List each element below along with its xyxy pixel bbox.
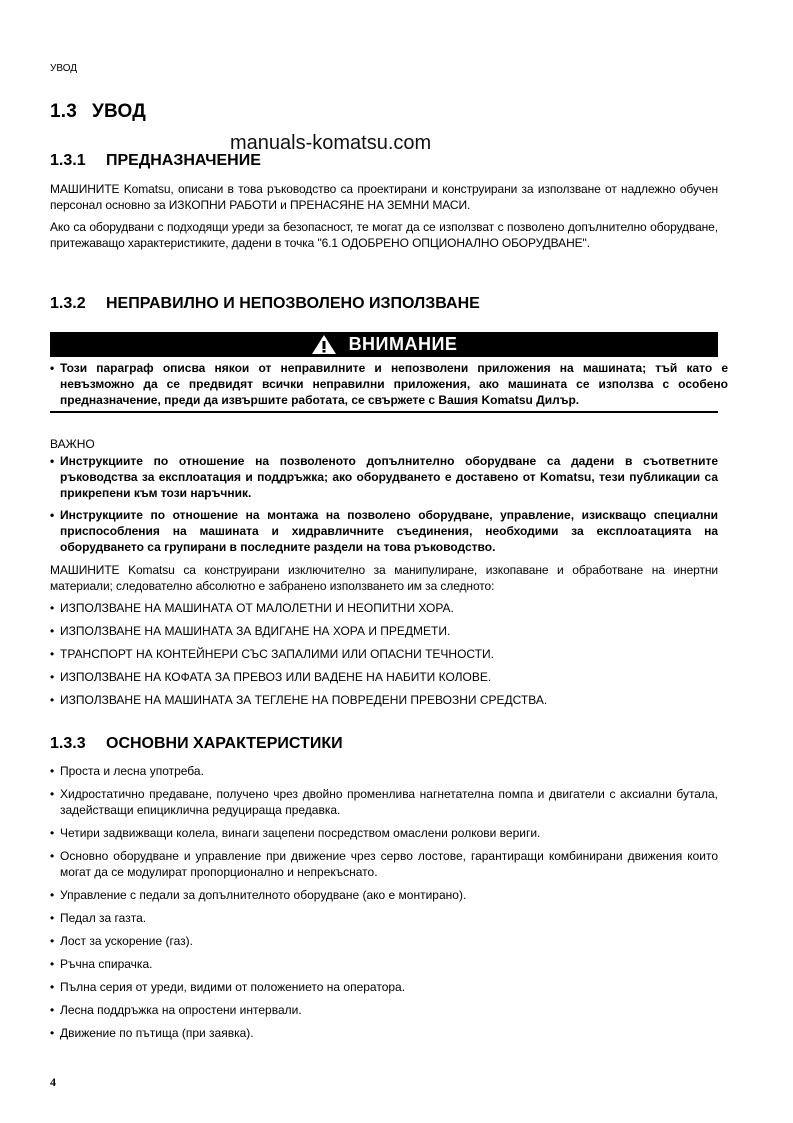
important-list <box>50 453 718 561</box>
paragraph: МАШИНИТЕ Komatsu са конструирани изключително за манипулиране, изкопаване и обработване на инертни материали; следователно абсолютно е забранено използването им за следното: <box>50 563 718 593</box>
list-item: • Движение по пътища (при заявка). <box>50 1025 718 1041</box>
features-list <box>50 763 718 1041</box>
warning-banner <box>50 332 718 357</box>
subsection-number: 1.3.3 <box>50 735 86 752</box>
paragraph: МАШИНИТЕ Komatsu, описани в това ръководство са проектирани и конструирани за използване от надлежно обучен персонал основно за ИЗКОПНИ РАБОТИ и ПРЕНАСЯНЕ НА ЗЕМНИ МАСИ. <box>50 182 718 212</box>
list-item: • ИЗПОЛЗВАНЕ НА МАШИНАТА ЗА ВДИГАНЕ НА ХОРА И ПРЕДМЕТИ. <box>50 623 718 639</box>
list-item: • Основно оборудване и управление при движение чрез серво лостове, гарантиращи комбинирани движения които могат да се модулират пропорционално и непрекъснато. <box>50 848 718 880</box>
section-number: 1.3 <box>50 101 78 122</box>
list-item: • Четири задвижващи колела, винаги зацепени посредством омаслени ролкови вериги. <box>50 825 718 841</box>
section-title: УВОД <box>92 101 146 122</box>
list-item: • Проста и лесна употреба. <box>50 763 718 779</box>
warning-triangle-icon <box>311 334 337 355</box>
page-number: 4 <box>50 1075 56 1089</box>
forbidden-list <box>50 600 718 708</box>
list-item: • ТРАНСПОРТ НА КОНТЕЙНЕРИ СЪС ЗАПАЛИМИ ИЛИ ОПАСНИ ТЕЧНОСТИ. <box>50 646 718 662</box>
subsection-number: 1.3.2 <box>50 295 86 312</box>
important-label: ВАЖНО <box>50 437 95 451</box>
divider <box>50 411 718 413</box>
subsection-title: ПРЕДНАЗНАЧЕНИЕ <box>106 152 261 169</box>
list-item: • Инструкциите по отношение на монтажа на позволено оборудване, управление, изискващо специални приспособления на машината и хидравличните съединения, необходими за експлоатацията на оборудването са групирани в последните раздели на това ръководство. <box>50 507 718 555</box>
list-item: • Лесна поддръжка на опростени интервали. <box>50 1002 718 1018</box>
section-heading <box>50 101 146 123</box>
list-item: • Пълна серия от уреди, видими от положението на оператора. <box>50 979 718 995</box>
watermark: manuals-komatsu.com <box>230 132 432 154</box>
running-header: УВОД <box>50 63 78 74</box>
subsection-title: ОСНОВНИ ХАРАКТЕРИСТИКИ <box>106 735 343 752</box>
list-item: • Лост за ускорение (газ). <box>50 933 718 949</box>
warning-text: • Този параграф описва някои от неправилните и непозволени приложения на машината; тъй като е невъзможно да се предвидят всички неправилни приложения, ако машината се използва с особено предназначение, преди да извършите работата, се свържете с Вашия Komatsu Дилър. <box>50 360 728 408</box>
warning-label: ВНИМАНИЕ <box>348 334 458 354</box>
subsection-heading-133 <box>50 735 343 753</box>
list-item: • Ръчна спирачка. <box>50 956 718 972</box>
list-item: • Хидростатично предаване, получено чрез двойно променлива нагнетателна помпа и двигатели с аксиални бутала, задействащи епициклична редуцираща предавка. <box>50 786 718 818</box>
subsection-number: 1.3.1 <box>50 152 86 169</box>
paragraph: Ако са оборудвани с подходящи уреди за безопасност, те могат да се използват с позволено допълнително оборудване, притежаващо характеристиките, дадени в точка "6.1 ОДОБРЕНО ОПЦИОНАЛНО ОБОРУДВАНЕ". <box>50 220 718 250</box>
list-item: • Педал за газта. <box>50 910 718 926</box>
subsection-heading-131 <box>50 152 261 170</box>
list-item: • Инструкциите по отношение на позволеното допълнително оборудване са дадени в съответните ръководства за експлоатация и поддръжка; ако оборудването е доставено от Komatsu, тези публикации са прикрепени към този наръчник. <box>50 453 718 501</box>
subsection-title: НЕПРАВИЛНО И НЕПОЗВОЛЕНО ИЗПОЛЗВАНЕ <box>106 295 480 312</box>
subsection-heading-132 <box>50 295 480 313</box>
list-item: • ИЗПОЛЗВАНЕ НА КОФАТА ЗА ПРЕВОЗ ИЛИ ВАДЕНЕ НА НАБИТИ КОЛОВЕ. <box>50 669 718 685</box>
list-item: • ИЗПОЛЗВАНЕ НА МАШИНАТА ОТ МАЛОЛЕТНИ И НЕОПИТНИ ХОРА. <box>50 600 718 616</box>
list-item: • ИЗПОЛЗВАНЕ НА МАШИНАТА ЗА ТЕГЛЕНЕ НА ПОВРЕДЕНИ ПРЕВОЗНИ СРЕДСТВА. <box>50 692 718 708</box>
list-item: • Управление с педали за допълнителното оборудване (ако е монтирано). <box>50 887 718 903</box>
